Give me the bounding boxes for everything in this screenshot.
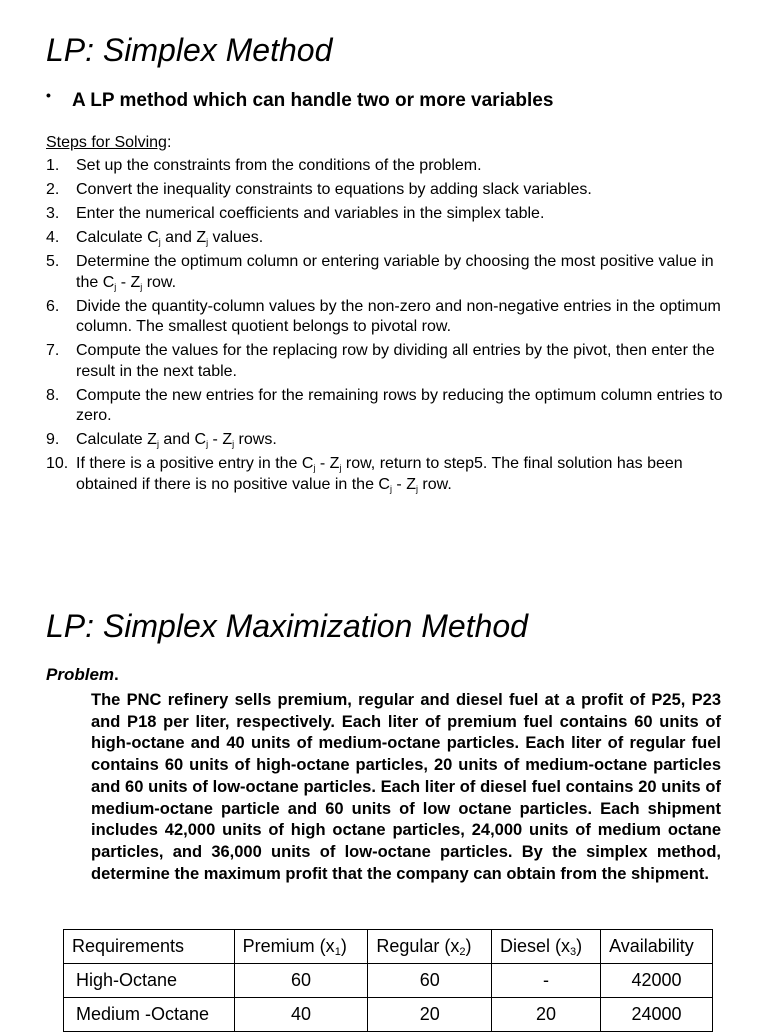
step-text: Convert the inequality constraints to equations by adding slack variables. bbox=[76, 181, 592, 198]
step-number: 10. bbox=[46, 455, 69, 472]
table-body bbox=[64, 964, 713, 1032]
table-cell: 20 bbox=[368, 998, 492, 1032]
bullet-point bbox=[46, 89, 736, 113]
steps-heading-colon: : bbox=[166, 134, 172, 151]
steps-heading-label: Steps for Solving bbox=[46, 134, 167, 151]
step-item bbox=[46, 386, 736, 427]
table-header-cell: Premium $(x_1)$ bbox=[234, 930, 368, 964]
step-text: Set up the constraints from the conditions of the problem. bbox=[76, 157, 482, 174]
step-item bbox=[46, 252, 736, 293]
table-cell: - bbox=[492, 964, 601, 998]
step-number: 9. bbox=[46, 431, 60, 448]
problem-label-dot: . bbox=[114, 665, 119, 684]
table-cell: 60 bbox=[234, 964, 368, 998]
step-number: 4. bbox=[46, 229, 60, 246]
step-number: 3. bbox=[46, 205, 60, 222]
table-header-row bbox=[64, 930, 713, 964]
step-text: Divide the quantity-column values by the non-zero and non-negative entries in the optimum column. The smallest quotient belongs to pivotal row. bbox=[76, 297, 721, 335]
problem-label-text: Problem bbox=[46, 665, 115, 684]
step-number: 5. bbox=[46, 253, 60, 270]
step-text: Determine the optimum column or entering variable by choosing the most positive value in the $C_j - Z_j$ row. bbox=[76, 253, 714, 292]
table-row-label: Medium -Octane bbox=[64, 998, 235, 1032]
table-cell: 40 bbox=[234, 998, 368, 1032]
problem-text: The PNC refinery sells premium, regular and diesel fuel at a profit of P25, P23 and P18 per liter, respectively. Each liter of premium fuel contains 60 units of high-octane and 40 units of medium-octane particles. Each liter of regular fuel contains 60 units of high-octane particles, 20 units of medium-octane particles and 60 units of low-octane particles. Each liter of diesel fuel contains 20 units of medium-octane particle and 60 units of low octane particles. Each shipment includes 42,000 units of high octane particles, 24,000 units of medium octane particles, and 36,000 units of low-octane particles. By the simplex method, determine the maximum profit that the company can obtain from the shipment. bbox=[91, 691, 721, 883]
steps-heading bbox=[46, 133, 171, 153]
problem-label bbox=[46, 665, 119, 685]
step-number: 1. bbox=[46, 157, 60, 174]
step-text: Calculate $C_j$ and $Z_j$ values. bbox=[76, 229, 264, 247]
table-row-label: High-Octane bbox=[64, 964, 235, 998]
step-number: 6. bbox=[46, 297, 60, 315]
step-item bbox=[46, 180, 736, 201]
table-cell: 24000 bbox=[601, 998, 713, 1032]
step-item bbox=[46, 430, 736, 451]
section-title: LP: Simplex Maximization Method bbox=[46, 608, 528, 644]
table-header-cell: Availability bbox=[601, 930, 713, 964]
step-number: 2. bbox=[46, 181, 60, 198]
step-text: Enter the numerical coefficients and variables in the simplex table. bbox=[76, 205, 545, 222]
requirements-table bbox=[63, 929, 713, 1032]
step-item bbox=[46, 454, 736, 495]
step-item bbox=[46, 297, 736, 338]
step-number: 7. bbox=[46, 342, 60, 359]
table-row bbox=[64, 964, 713, 998]
step-text: Calculate $Z_j$ and $C_j - Z_j$ rows. bbox=[76, 431, 277, 449]
page-title: LP: Simplex Method bbox=[46, 32, 333, 68]
steps-list bbox=[46, 156, 736, 499]
table-row bbox=[64, 998, 713, 1032]
step-text: If there is a positive entry in the $C_j - Z_j$ row, return to step5. The final solution has been obtained if there is no positive value in the $C_j - Z_j$ row. bbox=[76, 455, 683, 494]
step-text: Compute the values for the replacing row by dividing all entries by the pivot, then enter the result in the next table. bbox=[76, 342, 715, 380]
table-cell: 20 bbox=[492, 998, 601, 1032]
step-number: 8. bbox=[46, 386, 60, 404]
step-text: Compute the new entries for the remaining rows by reducing the optimum column entries to zero. bbox=[76, 386, 723, 424]
table-header-cell: Requirements bbox=[64, 930, 235, 964]
step-item bbox=[46, 228, 736, 249]
table-header-cell: Diesel $(x_3)$ bbox=[492, 930, 601, 964]
table-cell: 60 bbox=[368, 964, 492, 998]
step-item bbox=[46, 341, 736, 382]
bullet-text: A LP method which can handle two or more variables bbox=[72, 90, 554, 111]
bullet-icon: • bbox=[46, 87, 51, 103]
step-item bbox=[46, 204, 736, 225]
table-header-cell: Regular $(x_2)$ bbox=[368, 930, 492, 964]
step-item bbox=[46, 156, 736, 177]
table-cell: 42000 bbox=[601, 964, 713, 998]
